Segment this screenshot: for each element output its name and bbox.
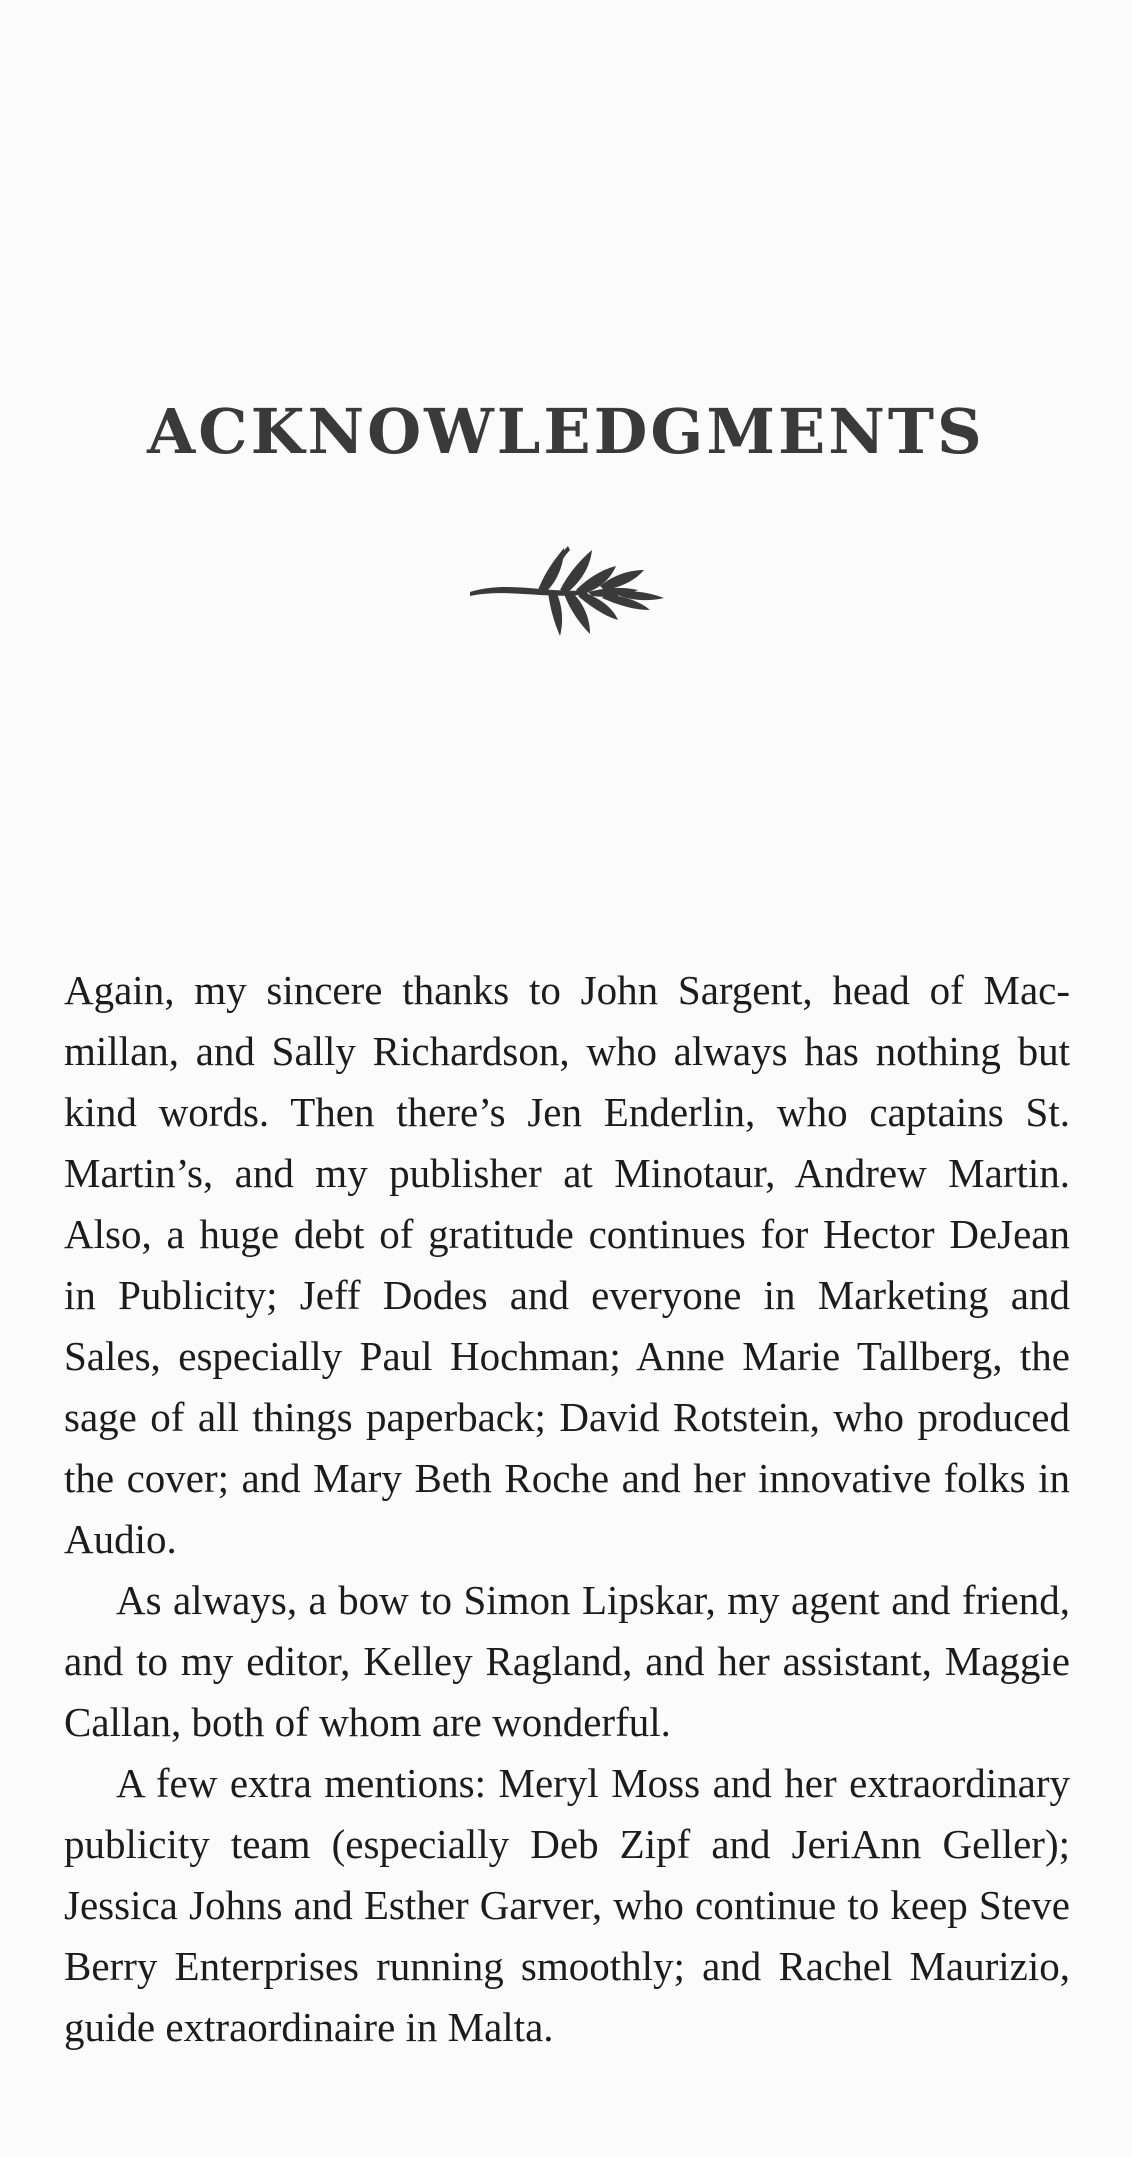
leaf-sprig-icon <box>468 540 668 640</box>
paragraph-2: As always, a bow to Simon Lipskar, my agent and friend, and to my editor, Kelley Ragland, and her assistant, Maggie Callan, both of whom are wonderful. <box>64 1577 1070 1745</box>
paragraph-1: Again, my sincere thanks to John Sargent, head of Macmillan, and Sally Richardson, who always has nothing but kind words. Then there’s Jen Enderlin, who captains St. Martin’s, and my publisher at Minotaur, Andrew Martin. Also, a huge debt of gratitude continues for Hector DeJean in Publicity; Jeff Dodes and everyone in Marketing and Sales, especially Paul Hochman; Anne Marie Tallberg, the sage of all things paperback; David Rotstein, who produced the cover; and Mary Beth Roche and her innovative folks in Audio. <box>64 967 1070 1562</box>
page-title: ACKNOWLEDGMENTS <box>147 395 985 468</box>
paragraph-3: A few extra mentions: Meryl Moss and her extraordinary publicity team (especially Deb Zipf and JeriAnn Geller); Jessica Johns and Esther Garver, who continue to keep Steve Berry Enterprises running smoothly; and Rachel Maurizio, guide extraordinaire in Malta. <box>64 1760 1070 2050</box>
acknowledgments-body <box>64 960 1070 2058</box>
